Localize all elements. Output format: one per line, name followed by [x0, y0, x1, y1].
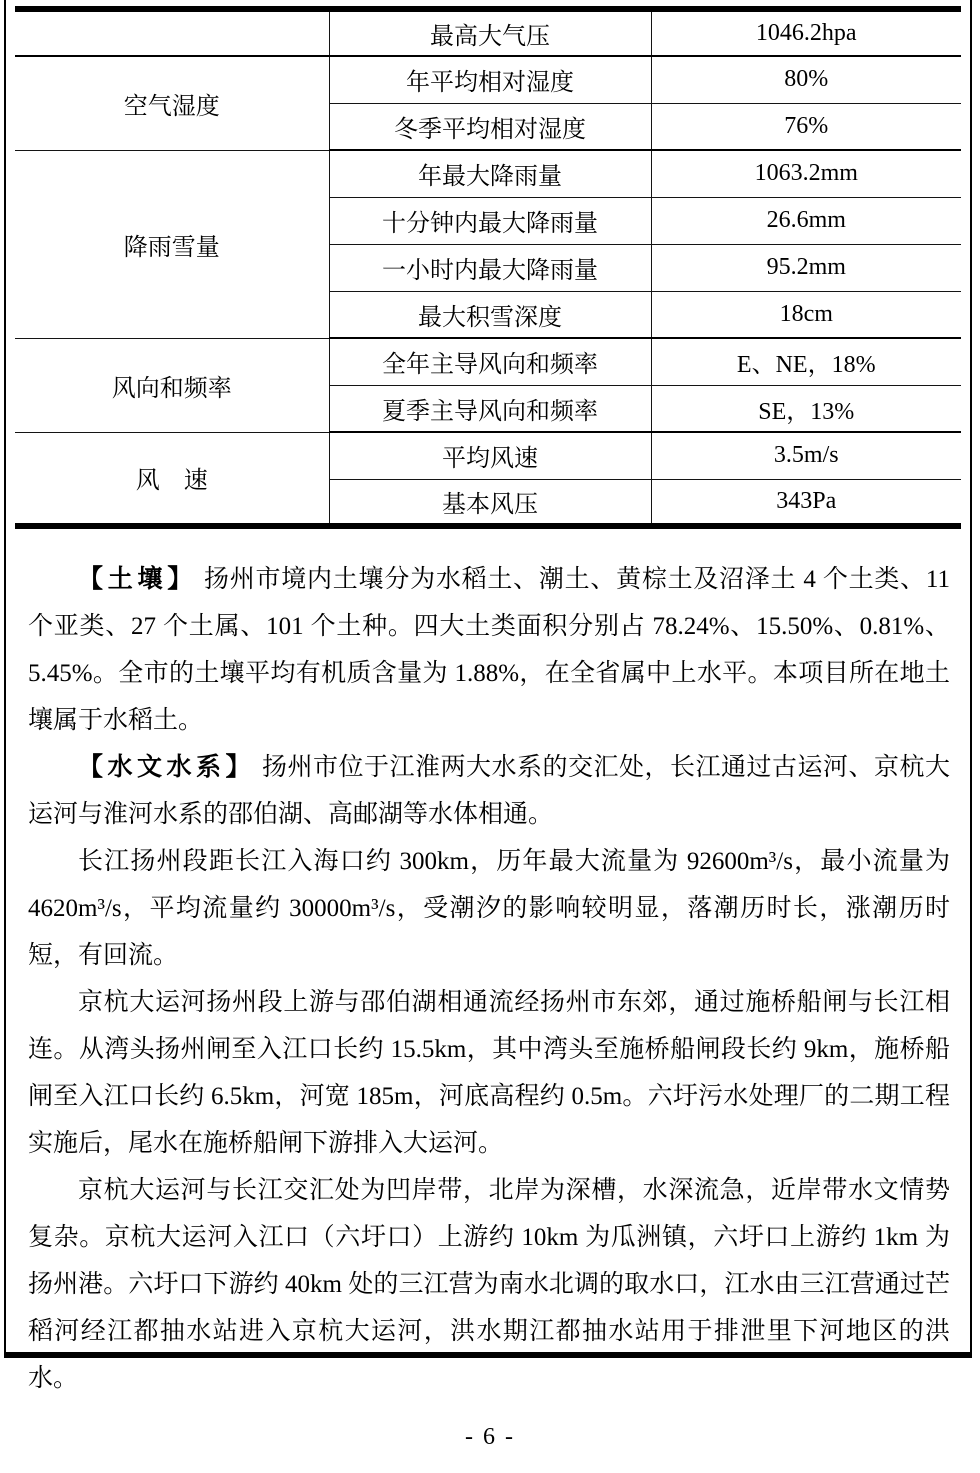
paragraph-text: 扬州市境内土壤分为水稻土、潮土、黄棕土及沼泽土 4 个土类、11 个亚类、27 个土属、101 个土种。四大土类面积分别占 78.24%、15.50%、0.81%、5.45%。全市的土壤平均有机质含量为 1.88%，在全省属中上水平。本项目所在地土壤属于水稻土。 — [28, 566, 950, 734]
paragraph-canal — [28, 979, 950, 1167]
value-cell: 1046.2hpa — [651, 9, 961, 56]
value-cell: 26.6mm — [651, 197, 961, 244]
item-label-cell: 基本风压 — [329, 479, 651, 526]
paragraph-soil — [28, 556, 950, 744]
paragraph-text: 扬州市位于江淮两大水系的交汇处，长江通过古运河、京杭大运河与淮河水系的邵伯湖、高邮湖等水体相通。 — [28, 754, 950, 828]
value-cell: SE，13% — [651, 385, 961, 432]
meteorology-table — [15, 6, 961, 529]
group-label-cell: 降雨雪量 — [15, 150, 329, 338]
table-row — [15, 9, 961, 56]
section-heading-hydrology: 【水文水系】 — [78, 754, 255, 781]
paragraph-text: 京杭大运河扬州段上游与邵伯湖相通流经扬州市东郊，通过施桥船闸与长江相连。从湾头扬州闸至入江口长约 15.5km，其中湾头至施桥船闸段长约 9km，施桥船闸至入江口长约 6.5km，河宽 185m，河底高程约 0.5m。六圩污水处理厂的二期工程实施后，尾水在施桥船闸下游排入大运河。 — [28, 989, 950, 1157]
value-cell: 1063.2mm — [651, 150, 961, 197]
page-number: - 6 - — [465, 1424, 515, 1450]
item-label-cell: 一小时内最大降雨量 — [329, 244, 651, 291]
item-label-cell: 全年主导风向和频率 — [329, 338, 651, 385]
item-label-cell: 冬季平均相对湿度 — [329, 103, 651, 150]
item-label-cell: 平均风速 — [329, 432, 651, 479]
group-label-cell: 风 速 — [15, 432, 329, 526]
item-label-cell: 最大积雪深度 — [329, 291, 651, 338]
paragraph-hydrology — [28, 744, 950, 838]
table-row — [15, 56, 961, 103]
group-label-cell — [15, 9, 329, 56]
value-cell: 18cm — [651, 291, 961, 338]
item-label-cell: 最高大气压 — [329, 9, 651, 56]
section-heading-soil: 【土壤】 — [78, 566, 198, 593]
item-label-cell: 十分钟内最大降雨量 — [329, 197, 651, 244]
page-frame — [4, 0, 972, 1392]
paragraph-text: 长江扬州段距长江入海口约 300km，历年最大流量为 92600m³/s，最小流量为 4620m³/s，平均流量约 30000m³/s，受潮汐的影响较明显，落潮历时长，涨潮历时短，有回流。 — [28, 848, 950, 969]
value-cell: 76% — [651, 103, 961, 150]
value-cell: 80% — [651, 56, 961, 103]
group-label-cell: 风向和频率 — [15, 338, 329, 432]
value-cell: 3.5m/s — [651, 432, 961, 479]
table-row — [15, 432, 961, 479]
item-label-cell: 夏季主导风向和频率 — [329, 385, 651, 432]
value-cell: E、NE，18% — [651, 338, 961, 385]
table-row — [15, 338, 961, 385]
paragraph-confluence — [28, 1167, 950, 1402]
value-cell: 95.2mm — [651, 244, 961, 291]
value-cell: 343Pa — [651, 479, 961, 526]
body-text — [28, 556, 950, 1402]
item-label-cell: 年平均相对湿度 — [329, 56, 651, 103]
table-row — [15, 150, 961, 197]
group-label-cell: 空气湿度 — [15, 56, 329, 150]
paragraph-text: 京杭大运河与长江交汇处为凹岸带，北岸为深槽，水深流急，近岸带水文情势复杂。京杭大运河入江口（六圩口）上游约 10km 为瓜洲镇，六圩口上游约 1km 为扬州港。六圩口下游约 40km 处的三江营为南水北调的取水口，江水由三江营通过芒稻河经江都抽水站进入京杭大运河，洪水期江都抽水站用于排泄里下河地区的洪水。 — [28, 1177, 950, 1392]
item-label-cell: 年最大降雨量 — [329, 150, 651, 197]
paragraph-yangtze — [28, 838, 950, 979]
